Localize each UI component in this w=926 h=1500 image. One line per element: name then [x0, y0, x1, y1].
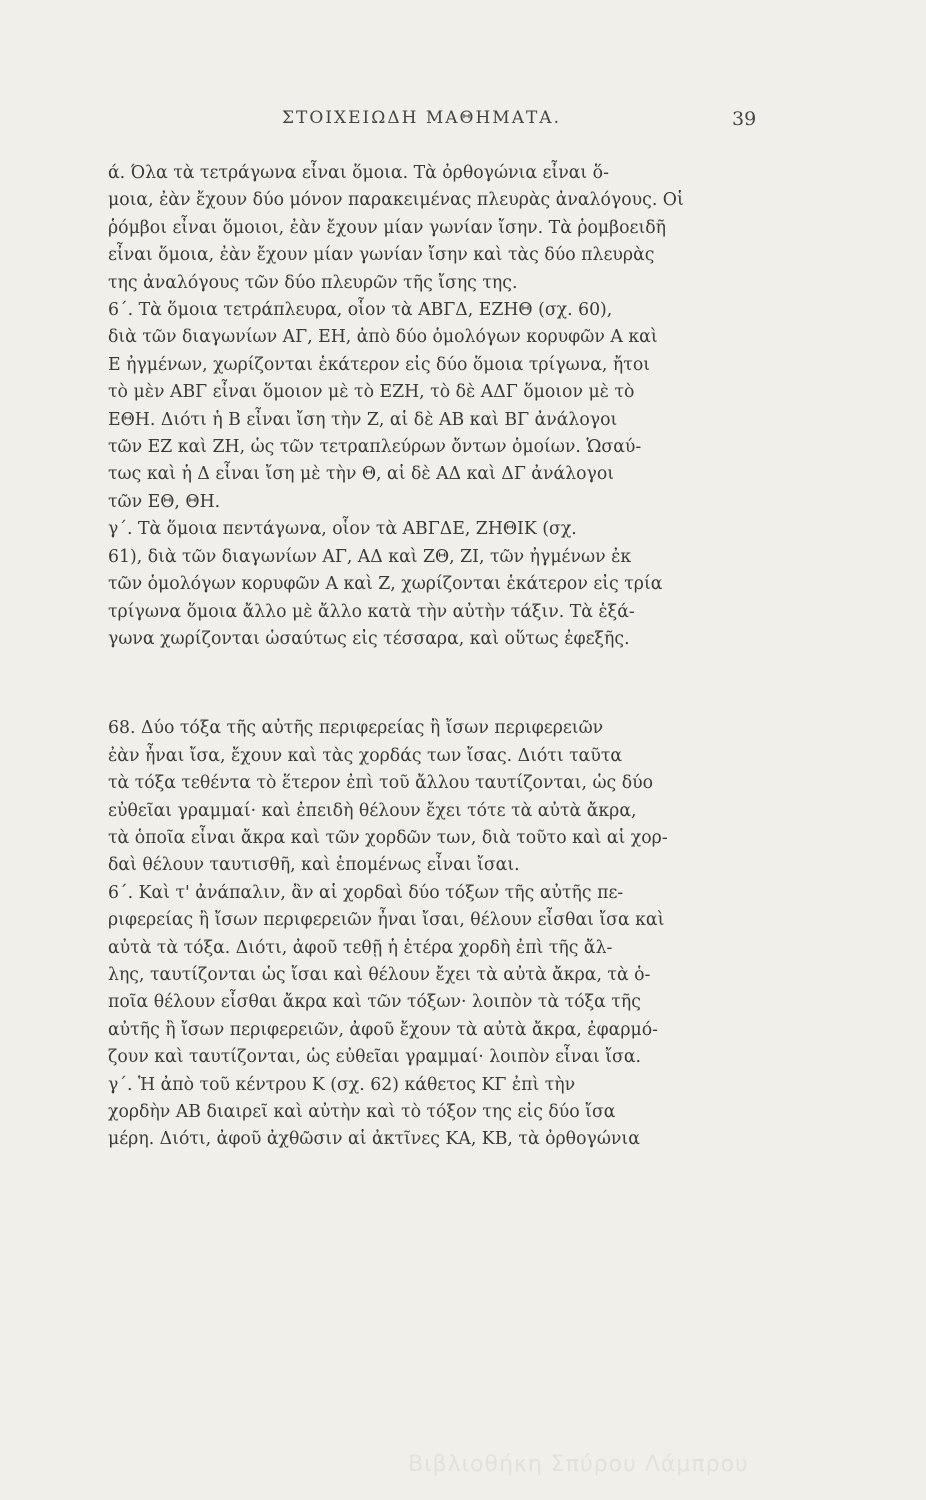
text-line: τῶν ὁμολόγων κορυφῶν Α καὶ Ζ, χωρίζονται ἑκάτερον εἰς τρία	[108, 574, 663, 595]
text-line: γ΄. Ἡ ἀπὸ τοῦ κέντρου Κ (σχ. 62) κάθετος ΚΓ ἐπὶ τὴν	[108, 1074, 576, 1095]
text-line: 68. Δύο τόξα τῆς αὐτῆς περιφερείας ἢ ἴσων περιφερειῶν	[108, 718, 604, 739]
text-line: γωνα χωρίζονται ὡσαύτως εἰς τέσσαρα, καὶ οὕτως ἐφεξῆς.	[108, 628, 630, 649]
paragraph	[108, 1072, 770, 1154]
library-watermark: Βιβλιοθήκη Σπύρου Λάμπρου	[408, 1452, 749, 1477]
body-text	[108, 160, 770, 1154]
text-line: μέρη. Διότι, ἀφοῦ ἀχθῶσιν αἱ ἀκτῖνες ΚΑ, ΚΒ, τὰ ὀρθογώνια	[108, 1129, 640, 1150]
text-line: της ἀναλόγους τῶν δύο πλευρῶν τῆς ἴσης της.	[108, 272, 518, 293]
page-header	[0, 108, 926, 138]
text-line: τὸ μὲν ΑΒΓ εἶναι ὅμοιον μὲ τὸ ΕΖΗ, τὸ δὲ ΑΔΓ ὅμοιον μὲ τὸ	[108, 382, 635, 403]
text-line: διὰ τῶν διαγωνίων ΑΓ, ΕΗ, ἀπὸ δύο ὁμολόγων κορυφῶν Α καὶ	[108, 327, 658, 348]
text-line: τως καὶ ἡ Δ εἶναι ἴση μὲ τὴν Θ, αἱ δὲ ΑΔ καὶ ΔΓ ἀνάλογοι	[108, 464, 615, 485]
text-line: τῶν ΕΘ, ΘΗ.	[108, 491, 221, 512]
text-line: τρίγωνα ὅμοια ἄλλο μὲ ἄλλο κατὰ τὴν αὐτὴν τάξιν. Τὰ ἑξά-	[108, 601, 635, 622]
text-line: 6΄. Τὰ ὅμοια τετράπλευρα, οἷον τὰ ΑΒΓΔ, ΕΖΗΘ (σχ. 60),	[108, 300, 613, 321]
text-line: ποῖα θέλουν εἶσθαι ἄκρα καὶ τῶν τόξων· λοιπὸν τὰ τόξα τῆς	[108, 992, 641, 1013]
page-number: 39	[732, 108, 757, 130]
text-line: ριφερείας ἢ ἴσων περιφερειῶν ἦναι ἴσαι, θέλουν εἶσθαι ἴσα καὶ	[108, 910, 665, 931]
text-line: μοια, ἐὰν ἔχουν δύο μόνον παρακειμένας πλευρὰς ἀναλόγους. Οἱ	[108, 190, 684, 211]
text-line: 61), διὰ τῶν διαγωνίων ΑΓ, ΑΔ καὶ ΖΘ, ΖΙ, τῶν ἠγμένων ἐκ	[108, 546, 632, 567]
text-line: ἐὰν ἦναι ἴσα, ἔχουν καὶ τὰς χορδάς των ἴσας. Διότι ταῦτα	[108, 745, 623, 766]
text-line: 6΄. Καὶ τ' ἀνάπαλιν, ἂν αἱ χορδαὶ δύο τόξων τῆς αὐτῆς πε-	[108, 882, 624, 903]
text-line: ῥόμβοι εἶναι ὅμοιοι, ἐὰν ἔχουν μίαν γωνίαν ἴσην. Τὰ ῥομβοειδῆ	[108, 217, 667, 238]
text-line: αὐτὰ τὰ τόξα. Διότι, ἀφοῦ τεθῇ ἡ ἑτέρα χορδὴ ἐπὶ τῆς ἄλ-	[108, 937, 613, 958]
text-line: ζουν καὶ ταυτίζονται, ὡς εὐθεῖαι γραμμαί· λοιπὸν εἶναι ἴσα.	[108, 1047, 642, 1068]
text-line: τὰ τόξα τεθέντα τὸ ἕτερον ἐπὶ τοῦ ἄλλου ταυτίζονται, ὡς δύο	[108, 773, 654, 794]
text-line: εὐθεῖαι γραμμαί· καὶ ἐπειδὴ θέλουν ἔχει τότε τὰ αὐτὰ ἄκρα,	[108, 800, 637, 821]
text-line: εἶναι ὅμοια, ἐὰν ἔχουν μίαν γωνίαν ἴσην καὶ τὰς δύο πλευρὰς	[108, 245, 655, 266]
section-gap	[108, 653, 770, 715]
paragraph	[108, 297, 770, 516]
text-line: ΕΘΗ. Διότι ἡ Β εἶναι ἴση τὴν Ζ, αἱ δὲ ΑΒ καὶ ΒΓ ἀνάλογοι	[108, 409, 618, 430]
text-line: τῶν ΕΖ καὶ ΖΗ, ὡς τῶν τετραπλεύρων ὄντων ὁμοίων. Ὡσαύ-	[108, 437, 642, 458]
text-line: λης, ταυτίζονται ὡς ἴσαι καὶ θέλουν ἔχει τὰ αὐτὰ ἄκρα, τὰ ὁ-	[108, 964, 651, 985]
text-line: Ε ἠγμένων, χωρίζονται ἑκάτερον εἰς δύο ὅμοια τρίγωνα, ἤτοι	[108, 354, 651, 375]
paragraph	[108, 516, 770, 653]
paragraph	[108, 160, 770, 297]
paragraph	[108, 715, 770, 879]
running-title: ΣΤΟΙΧΕΙΩΔΗ ΜΑΘΗΜΑΤΑ.	[282, 108, 561, 128]
text-line: αὐτῆς ἢ ἴσων περιφερειῶν, ἀφοῦ ἔχουν τὰ αὐτὰ ἄκρα, ἐφαρμό-	[108, 1019, 658, 1040]
text-line: δαὶ θέλουν ταυτισθῆ, καὶ ἑπομένως εἶναι ἴσαι.	[108, 855, 520, 876]
text-line: ά. Όλα τὰ τετράγωνα εἶναι ὅμοια. Τὰ ὀρθογώνια εἶναι ὅ-	[108, 163, 609, 183]
paragraph	[108, 880, 770, 1072]
text-line: τὰ ὁποῖα εἶναι ἄκρα καὶ τῶν χορδῶν των, διὰ τοῦτο καὶ αἱ χορ-	[108, 827, 668, 848]
text-line: χορδὴν ΑΒ διαιρεῖ καὶ αὐτὴν καὶ τὸ τόξον της εἰς δύο ἴσα	[108, 1102, 616, 1122]
text-line: γ΄. Τὰ ὅμοια πεντάγωνα, οἷον τὰ ΑΒΓΔΕ, ΖΗΘΙΚ (σχ.	[108, 519, 577, 540]
